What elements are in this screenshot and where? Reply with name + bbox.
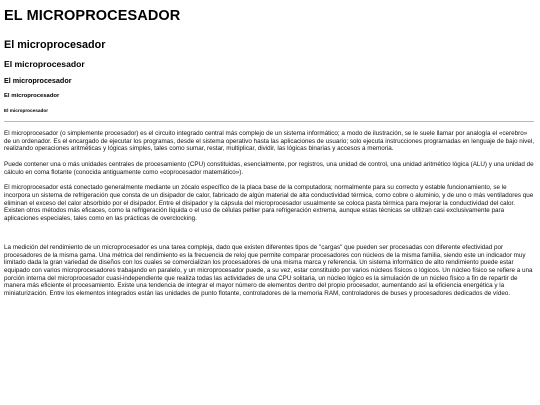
heading-level-3: El microprocesador bbox=[4, 58, 85, 69]
heading-level-5: El microprocesador bbox=[4, 93, 60, 100]
heading-level-4: El microprocesador bbox=[4, 76, 72, 86]
paragraph-definition: El microprocesador (o simplemente procesador) es el circuito integrado central más complejo de un sistema informático; a modo de ilustración, se le suele llamar por analogía el «cerebro» de un ordenador. Es el encargado de ejecutar los programas, desde el sistema operativo hasta las aplicaciones de usuario; solo ejecuta instrucciones programadas en lenguaje de bajo nivel, realizando operaciones aritméticas y lógicas simples, tales como sumar, restar, multiplicar, dividir, las lógicas binarias y accesos a memoria. bbox=[4, 129, 534, 153]
horizontal-divider bbox=[4, 121, 534, 122]
heading-level-6: El microprocesador bbox=[4, 107, 49, 113]
paragraph-cooling: El microprocesador está conectado generalmente mediante un zócalo específico de la placa base de la computadora; normalmente para su correcto y estable funcionamiento, se le incorpora un sistema de refrigeración que consta de un disipador de calor, fabricado de algún material de alta conductividad térmica, como cobre o aluminio, y de uno o más ventiladores que eliminan el exceso del calor absorbido por el disipador. Entre el disipador y la cápsula del microprocesador usualmente se coloca pasta térmica para mejorar la conductividad del calor. Existen otros métodos más eficaces, como la refrigeración líquida o el uso de células peltier para refrigeración extrema, aunque estas técnicas se utilizan casi exclusivamente para aplicaciones especiales, tales como en las prácticas de overclocking. bbox=[4, 184, 534, 223]
paragraph-performance: La medición del rendimiento de un microprocesador es una tarea compleja, dado que existen diferentes tipos de "cargas" que pueden ser procesadas con diferente efectividad por procesadores de la misma gama. Una métrica del rendimiento es la frecuencia de reloj que permite comparar procesadores con núcleos de la misma familia, siendo este un indicador muy limitado dada la gran variedad de diseños con los cuales se comercializan los procesadores de una misma marca y referencia. Un sistema informático de alto rendimiento puede estar equipado con varios microprocesadores trabajando en paralelo, y un microprocesador puede, a su vez, estar constituido por varios núcleos físicos o lógicos. Un núcleo físico se refiere a una porción interna del microprocesador cuasi-independiente que realiza todas las actividades de una CPU solitaria, un núcleo lógico es la simulación de un núcleo físico a fin de repartir de manera más eficiente el procesamiento. Existe una tendencia de integrar el mayor número de elementos dentro del propio procesador, aumentando así la eficiencia energética y la miniaturización. Entre los elementos integrados están las unidades de punto flotante, controladores de la memoria RAM, controladores de buses y procesadores dedicados de vídeo. bbox=[4, 243, 533, 298]
document-page bbox=[4, 9, 534, 298]
page-title: EL MICROPROCESADOR bbox=[4, 8, 181, 24]
heading-level-2: El microprocesador bbox=[4, 38, 106, 51]
paragraph-cpu-units: Puede contener una o más unidades centrales de procesamiento (CPU) constituidas, esencialmente, por registros, una unidad de control, una unidad aritmético lógica (ALU) y una unidad de cálculo en coma flotante (conocida antiguamente como «coprocesador matemático»). bbox=[4, 160, 534, 176]
